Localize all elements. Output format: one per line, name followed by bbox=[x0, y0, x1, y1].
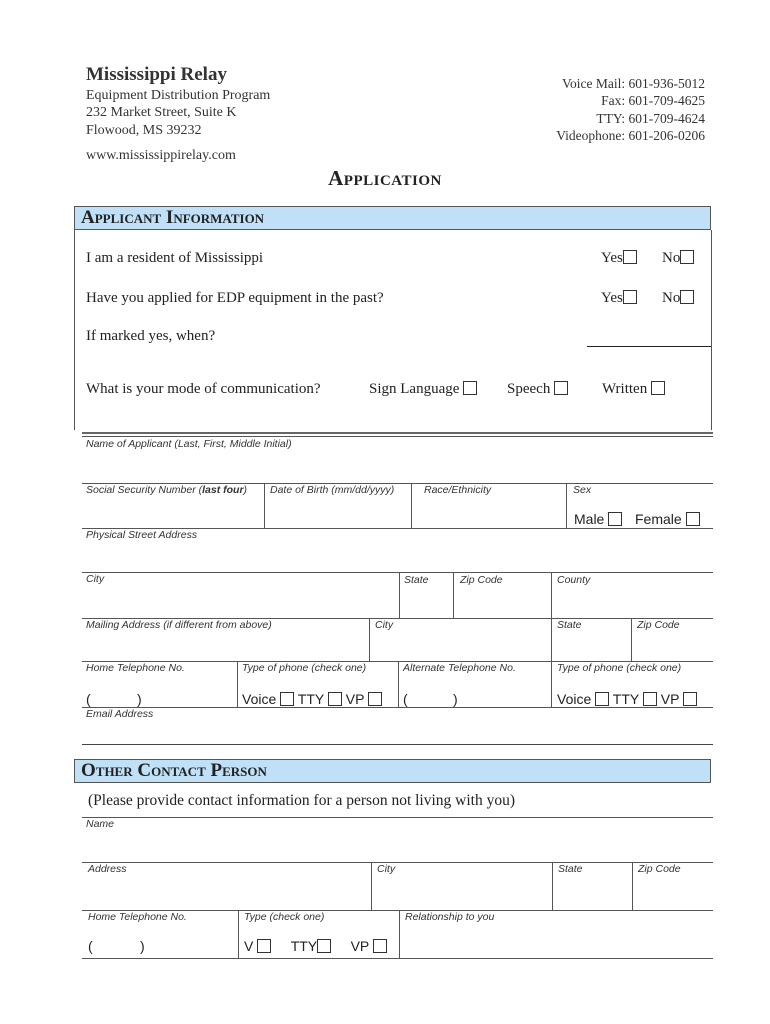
section-left-border bbox=[74, 230, 75, 430]
applicant-name-label: Name of Applicant (Last, First, Middle Initial) bbox=[86, 438, 292, 450]
sex-female[interactable]: Female bbox=[635, 511, 700, 527]
sex-label: Sex bbox=[573, 484, 592, 496]
col-line bbox=[552, 862, 553, 910]
state-label: State bbox=[404, 574, 429, 586]
mailing-address-label: Mailing Address (if different from above) bbox=[86, 619, 272, 631]
alt-vp-checkbox[interactable] bbox=[683, 692, 697, 706]
physical-address-label: Physical Street Address bbox=[86, 529, 198, 541]
resident-yes[interactable]: Yes bbox=[601, 250, 637, 267]
dob-label: Date of Birth (mm/dd/yyyy) bbox=[270, 484, 395, 496]
contact-phone-paren-close: ) bbox=[140, 938, 145, 954]
resident-no-checkbox[interactable] bbox=[680, 250, 694, 264]
mode-sign-language[interactable]: Sign Language bbox=[369, 381, 477, 398]
city-label: City bbox=[86, 573, 105, 585]
applied-no[interactable]: No bbox=[662, 290, 694, 307]
col-line bbox=[566, 483, 567, 528]
divider-rule bbox=[82, 432, 713, 434]
alt-phone-type-options[interactable]: Voice TTY VP bbox=[557, 691, 697, 707]
videophone: Videophone: 601-206-0206 bbox=[556, 128, 705, 143]
col-line bbox=[453, 572, 454, 618]
section-right-border bbox=[711, 230, 712, 430]
applied-no-checkbox[interactable] bbox=[680, 290, 694, 304]
when-answer-line[interactable] bbox=[587, 346, 711, 347]
contact-name-label: Name bbox=[86, 818, 115, 830]
street-address: 232 Market Street, Suite K bbox=[86, 105, 237, 120]
contact-vp-checkbox[interactable] bbox=[373, 939, 387, 953]
col-line bbox=[398, 661, 399, 707]
alt-voice-checkbox[interactable] bbox=[595, 692, 609, 706]
written-checkbox[interactable] bbox=[651, 381, 665, 395]
row-line bbox=[82, 958, 713, 959]
row-line bbox=[82, 572, 713, 573]
website: www.mississippirelay.com bbox=[86, 148, 236, 163]
mode-question: What is your mode of communication? bbox=[86, 381, 321, 397]
col-line bbox=[551, 618, 552, 661]
sex-male[interactable]: Male bbox=[574, 511, 622, 527]
col-line bbox=[399, 910, 400, 958]
county-label: County bbox=[557, 574, 591, 586]
col-line bbox=[371, 862, 372, 910]
mode-speech[interactable]: Speech bbox=[507, 381, 568, 398]
mode-written[interactable]: Written bbox=[602, 381, 665, 398]
contact-tty-checkbox[interactable] bbox=[317, 939, 331, 953]
contact-zip-label: Zip Code bbox=[638, 863, 681, 875]
row-line bbox=[82, 817, 713, 818]
home-phone-paren-close: ) bbox=[137, 691, 142, 707]
mailing-state-label: State bbox=[557, 619, 582, 631]
col-line bbox=[551, 661, 552, 707]
alt-phone-label: Alternate Telephone No. bbox=[403, 662, 516, 674]
alt-tty-checkbox[interactable] bbox=[643, 692, 657, 706]
applied-question: Have you applied for EDP equipment in the past? bbox=[86, 290, 384, 306]
program-name: Equipment Distribution Program bbox=[86, 88, 271, 103]
male-checkbox[interactable] bbox=[608, 512, 622, 526]
col-line bbox=[237, 661, 238, 707]
contact-state-label: State bbox=[558, 863, 583, 875]
contact-v-checkbox[interactable] bbox=[257, 939, 271, 953]
resident-no[interactable]: No bbox=[662, 250, 694, 267]
other-contact-section-header: Other Contact Person bbox=[74, 759, 711, 783]
contact-phone-paren-open: ( bbox=[88, 938, 93, 954]
tty-checkbox[interactable] bbox=[328, 692, 342, 706]
relationship-label: Relationship to you bbox=[405, 911, 495, 923]
resident-yes-checkbox[interactable] bbox=[623, 250, 637, 264]
col-line bbox=[632, 862, 633, 910]
female-checkbox[interactable] bbox=[686, 512, 700, 526]
col-line bbox=[369, 618, 370, 661]
col-line bbox=[631, 618, 632, 661]
applied-yes[interactable]: Yes bbox=[601, 290, 637, 307]
mailing-zip-label: Zip Code bbox=[637, 619, 680, 631]
page-title: Application bbox=[328, 166, 442, 190]
tty-number: TTY: 601-709-4624 bbox=[596, 111, 705, 126]
contact-home-phone-label: Home Telephone No. bbox=[88, 911, 187, 923]
voice-checkbox[interactable] bbox=[280, 692, 294, 706]
applicant-section-header: Applicant Information bbox=[74, 206, 711, 230]
phone-type-label: Type of phone (check one) bbox=[242, 662, 367, 674]
resident-question: I am a resident of Mississippi bbox=[86, 250, 264, 266]
col-line bbox=[551, 572, 552, 618]
contact-type-options[interactable]: V TTY VP bbox=[244, 938, 387, 954]
col-line bbox=[399, 572, 400, 618]
other-contact-note: (Please provide contact information for a person not living with you) bbox=[88, 792, 516, 809]
col-line bbox=[411, 483, 412, 528]
when-question: If marked yes, when? bbox=[86, 328, 216, 344]
sign-language-checkbox[interactable] bbox=[463, 381, 477, 395]
row-line bbox=[82, 707, 713, 708]
vp-checkbox[interactable] bbox=[368, 692, 382, 706]
alt-phone-type-label: Type of phone (check one) bbox=[557, 662, 682, 674]
fax: Fax: 601-709-4625 bbox=[601, 93, 705, 108]
contact-city-label: City bbox=[377, 863, 396, 875]
col-line bbox=[238, 910, 239, 958]
email-label: Email Address bbox=[86, 708, 154, 720]
mailing-city-label: City bbox=[375, 619, 394, 631]
ssn-label: Social Security Number (last four) bbox=[86, 484, 248, 496]
org-name: Mississippi Relay bbox=[86, 64, 227, 85]
city-state: Flowood, MS 39232 bbox=[86, 123, 202, 138]
phone-type-options[interactable]: Voice TTY VP bbox=[242, 691, 382, 707]
race-label: Race/Ethnicity bbox=[424, 484, 492, 496]
alt-phone-paren-open: ( bbox=[403, 691, 408, 707]
email-line[interactable] bbox=[82, 744, 713, 745]
alt-phone-paren-close: ) bbox=[453, 691, 458, 707]
divider-rule-2 bbox=[82, 436, 713, 437]
applied-yes-checkbox[interactable] bbox=[623, 290, 637, 304]
contact-type-label: Type (check one) bbox=[244, 911, 325, 923]
zip-label: Zip Code bbox=[460, 574, 503, 586]
contact-address-label: Address bbox=[88, 863, 127, 875]
home-phone-label: Home Telephone No. bbox=[86, 662, 185, 674]
speech-checkbox[interactable] bbox=[554, 381, 568, 395]
row-line bbox=[82, 862, 713, 863]
home-phone-paren-open: ( bbox=[86, 691, 91, 707]
voice-mail: Voice Mail: 601-936-5012 bbox=[562, 76, 705, 91]
col-line bbox=[264, 483, 265, 528]
